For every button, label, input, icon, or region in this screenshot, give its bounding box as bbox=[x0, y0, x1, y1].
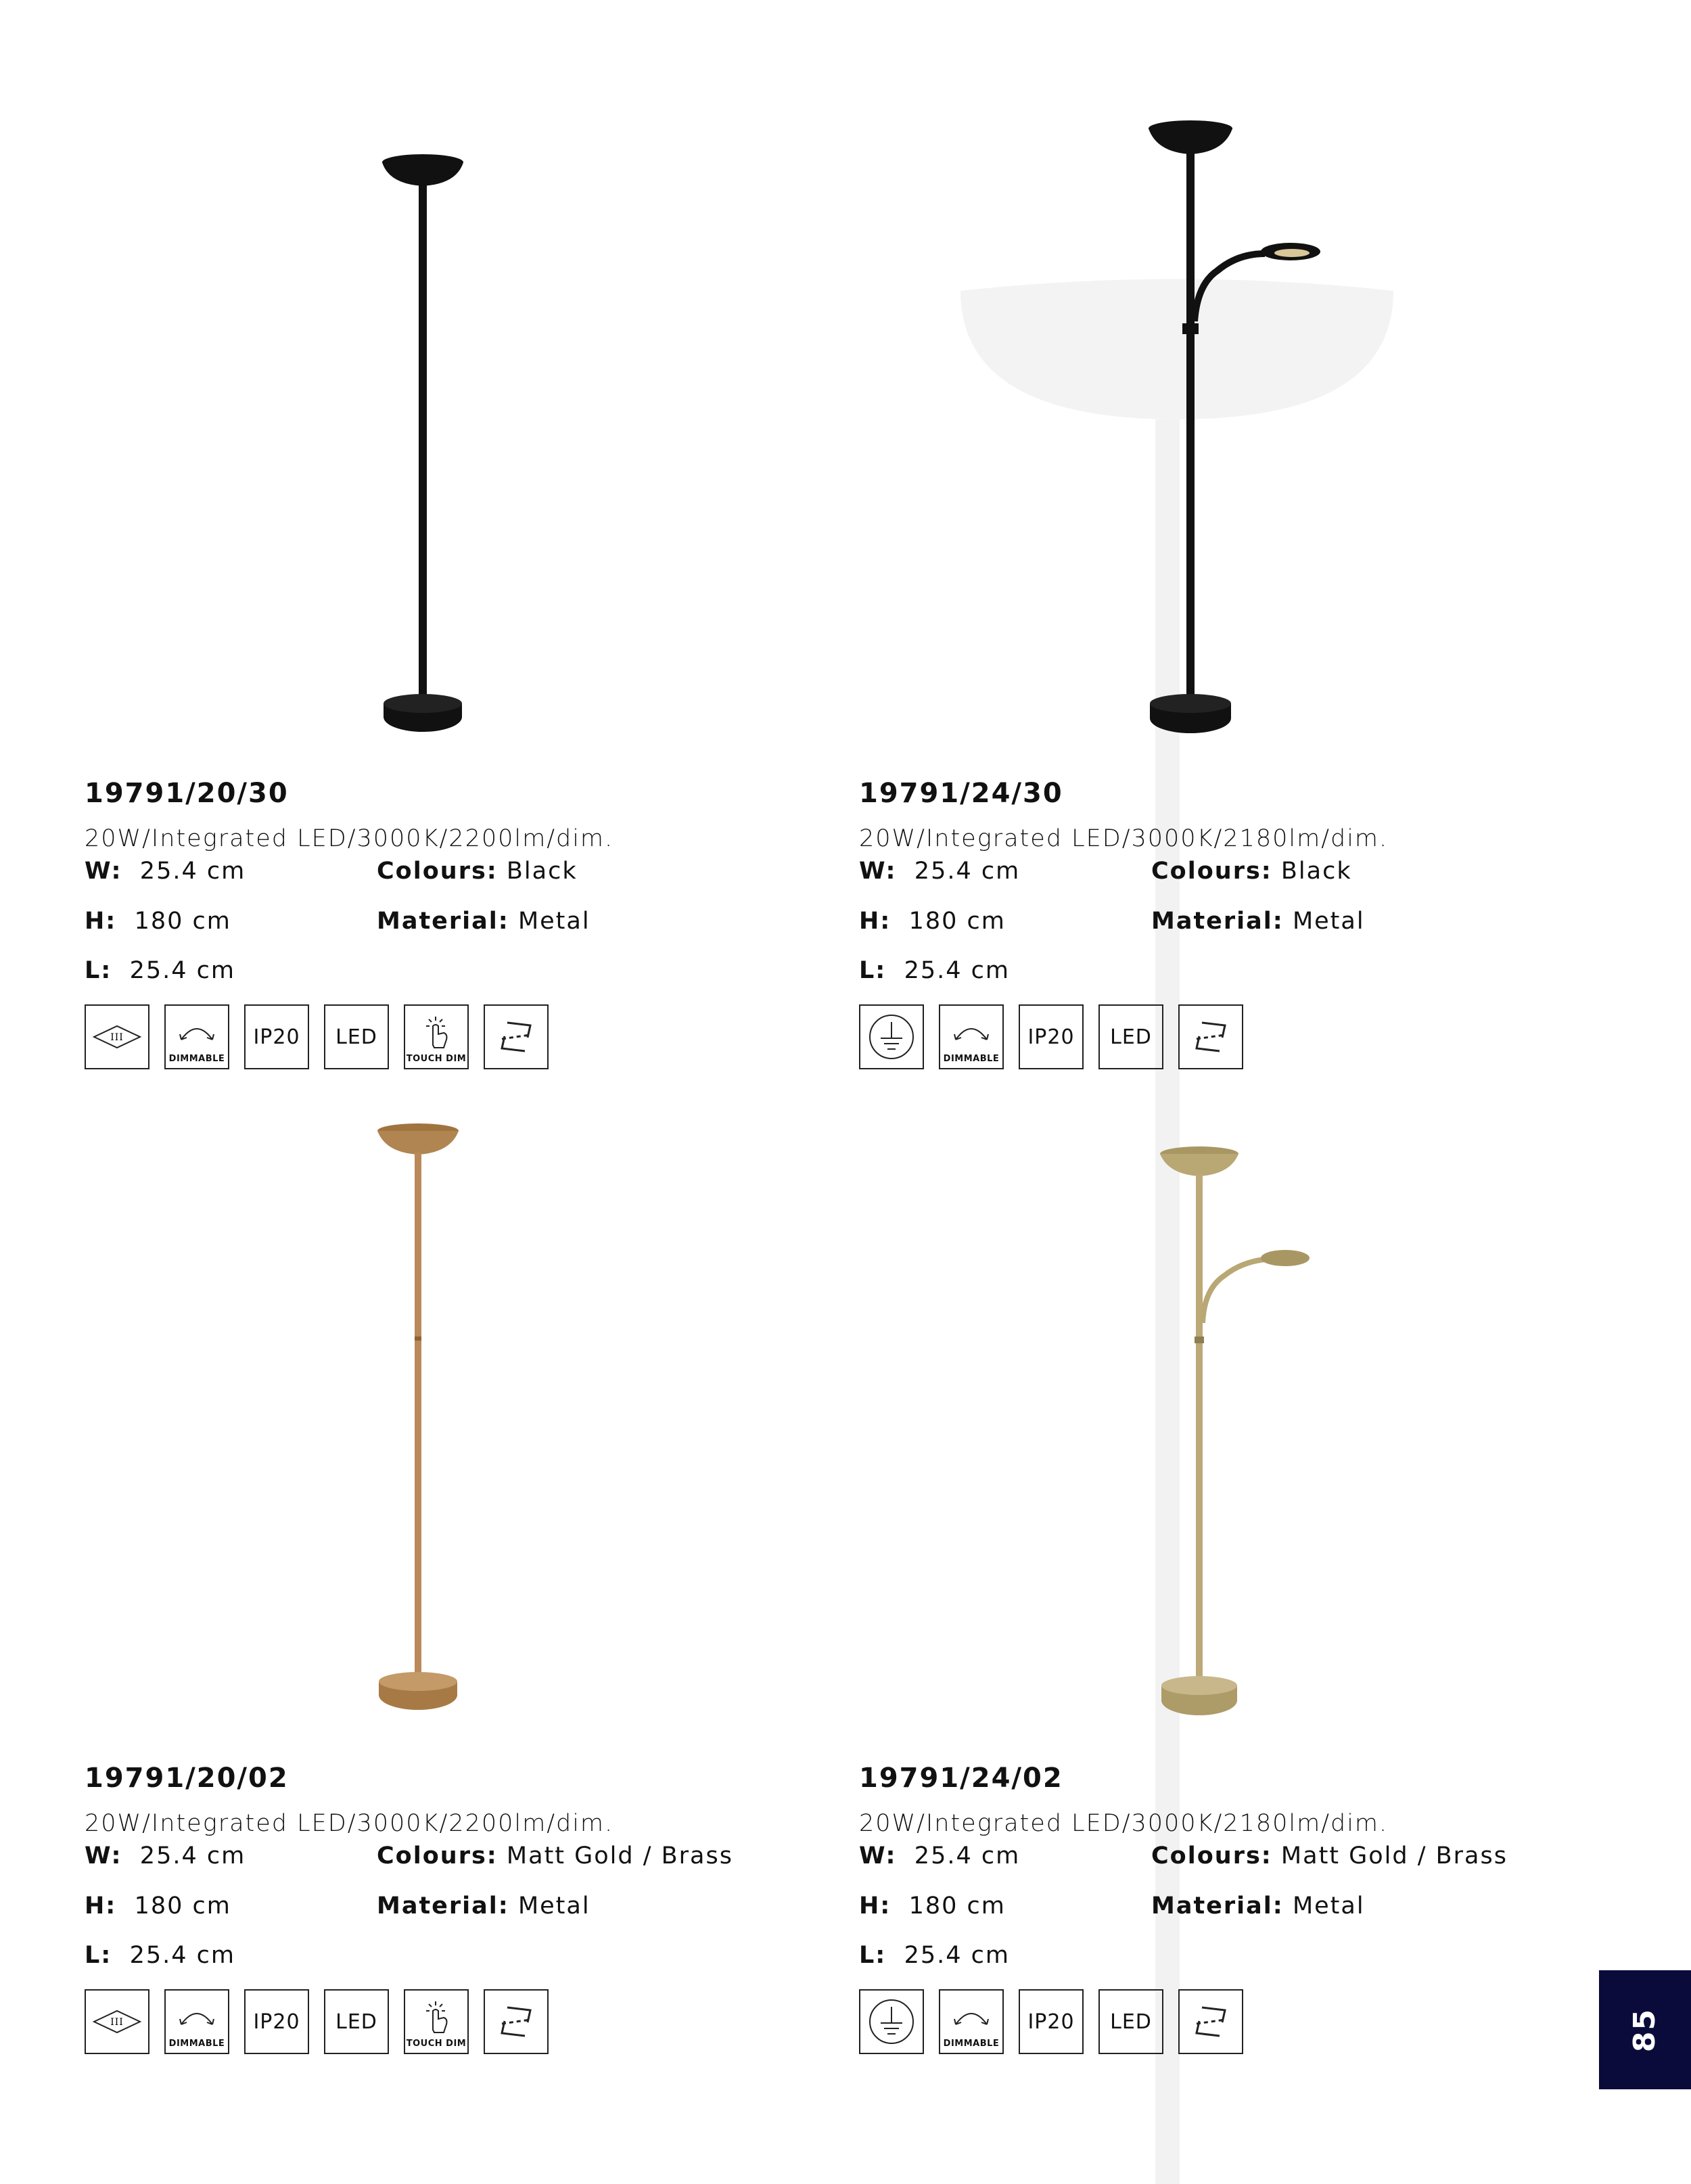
ip20-badge: IP20 bbox=[1019, 1004, 1084, 1069]
colours-row: Colours: Matt Gold / Brass bbox=[377, 1842, 733, 1869]
length-row: L: 25.4 cm bbox=[859, 957, 1010, 984]
dimmable-icon: DIMMABLE bbox=[164, 1004, 229, 1069]
product-spec: 20W/Integrated LED/3000K/2180lm/dim. bbox=[859, 1810, 1389, 1837]
dimmable-icon: DIMMABLE bbox=[939, 1989, 1004, 2054]
ip20-badge: IP20 bbox=[1019, 1989, 1084, 2054]
material-row: Material: Metal bbox=[1151, 1892, 1365, 1920]
led-badge: LED bbox=[324, 1989, 389, 2054]
product-code: 19791/20/30 bbox=[85, 778, 289, 809]
product-code: 19791/20/02 bbox=[85, 1763, 289, 1794]
product-image-mother-child bbox=[859, 985, 1603, 1729]
product-image-uplighter bbox=[85, 0, 829, 744]
page-number: 85 bbox=[1627, 2007, 1663, 2052]
product-image-uplighter bbox=[85, 985, 829, 1729]
material-row: Material: Metal bbox=[377, 1892, 590, 1920]
length-row: L: 25.4 cm bbox=[85, 957, 235, 984]
length-row: L: 25.4 cm bbox=[859, 1942, 1010, 1969]
material-row: Material: Metal bbox=[1151, 908, 1365, 935]
assembly-icon bbox=[1178, 1989, 1243, 2054]
assembly-icon bbox=[484, 1989, 549, 2054]
width-row: W: 25.4 cm bbox=[85, 858, 246, 885]
svg-text:III: III bbox=[110, 2017, 124, 2028]
feature-icons bbox=[85, 1989, 572, 2057]
led-badge: LED bbox=[324, 1004, 389, 1069]
ip20-badge: IP20 bbox=[244, 1004, 309, 1069]
product-spec: 20W/Integrated LED/3000K/2200lm/dim. bbox=[85, 825, 614, 852]
height-row: H: 180 cm bbox=[85, 1892, 231, 1920]
product-spec: 20W/Integrated LED/3000K/2200lm/dim. bbox=[85, 1810, 614, 1837]
dimmable-icon: DIMMABLE bbox=[164, 1989, 229, 2054]
height-row: H: 180 cm bbox=[859, 908, 1006, 935]
width-row: W: 25.4 cm bbox=[859, 1842, 1021, 1869]
material-row: Material: Metal bbox=[377, 908, 590, 935]
height-row: H: 180 cm bbox=[859, 1892, 1006, 1920]
product-code: 19791/24/02 bbox=[859, 1763, 1063, 1794]
touch-dim-icon: TOUCH DIM bbox=[404, 1004, 469, 1069]
colours-row: Colours: Matt Gold / Brass bbox=[1151, 1842, 1508, 1869]
product-card bbox=[85, 0, 829, 1064]
colours-row: Colours: Black bbox=[1151, 858, 1352, 885]
product-card bbox=[85, 985, 829, 2049]
product-code: 19791/24/30 bbox=[859, 778, 1063, 809]
product-spec: 20W/Integrated LED/3000K/2180lm/dim. bbox=[859, 825, 1389, 852]
product-card bbox=[859, 985, 1603, 2049]
class-iii-icon bbox=[85, 1989, 149, 2054]
product-card bbox=[859, 0, 1603, 1064]
feature-icons bbox=[859, 1989, 1346, 2057]
earth-icon bbox=[859, 1989, 924, 2054]
page-number-tab bbox=[1599, 1970, 1691, 2089]
touch-dim-icon: TOUCH DIM bbox=[404, 1989, 469, 2054]
width-row: W: 25.4 cm bbox=[85, 1842, 246, 1869]
width-row: W: 25.4 cm bbox=[859, 858, 1021, 885]
dimmable-icon: DIMMABLE bbox=[939, 1004, 1004, 1069]
height-row: H: 180 cm bbox=[85, 908, 231, 935]
led-badge: LED bbox=[1098, 1989, 1163, 2054]
ip20-badge: IP20 bbox=[244, 1989, 309, 2054]
svg-text:III: III bbox=[110, 1032, 124, 1043]
led-badge: LED bbox=[1098, 1004, 1163, 1069]
length-row: L: 25.4 cm bbox=[85, 1942, 235, 1969]
product-image-mother-child bbox=[859, 0, 1603, 744]
colours-row: Colours: Black bbox=[377, 858, 578, 885]
